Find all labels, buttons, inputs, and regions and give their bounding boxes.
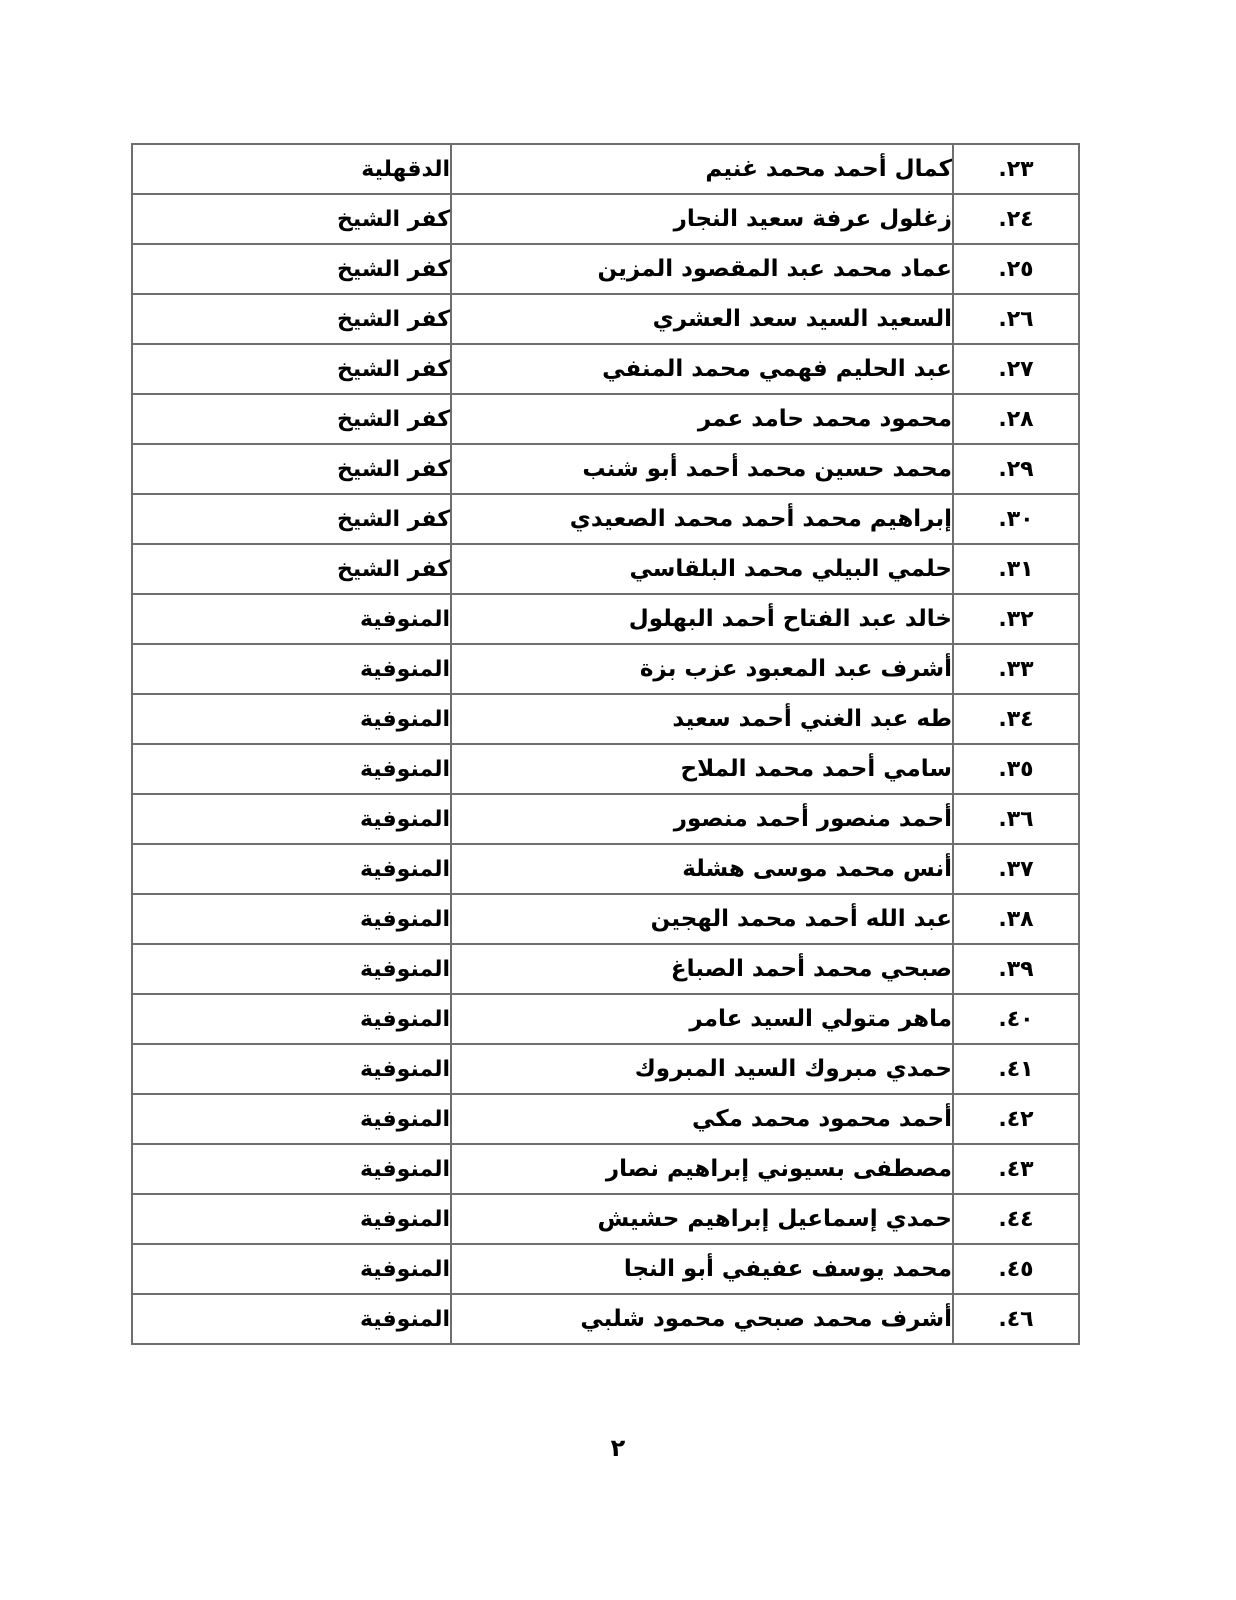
row-number-text: .٤٠ xyxy=(998,1006,1034,1032)
table-row xyxy=(132,1294,1079,1344)
row-number-text: .٣١ xyxy=(998,556,1034,582)
table-row xyxy=(132,644,1079,694)
row-number xyxy=(953,194,1079,244)
row-number xyxy=(953,1244,1079,1294)
person-name: إبراهيم محمد أحمد محمد الصعيدي xyxy=(451,494,953,544)
table-row xyxy=(132,494,1079,544)
row-number-text: .٤٢ xyxy=(998,1106,1034,1132)
row-number xyxy=(953,244,1079,294)
table-row xyxy=(132,794,1079,844)
row-number xyxy=(953,144,1079,194)
row-number-text: .٣٥ xyxy=(998,756,1034,782)
row-number-text: .٣٤ xyxy=(998,706,1034,732)
governorate: كفر الشيخ xyxy=(132,544,451,594)
table-row xyxy=(132,394,1079,444)
person-name: أحمد منصور أحمد منصور xyxy=(451,794,953,844)
governorate: كفر الشيخ xyxy=(132,294,451,344)
row-number-text: .٤٥ xyxy=(998,1256,1034,1282)
governorate: كفر الشيخ xyxy=(132,394,451,444)
table-row xyxy=(132,1194,1079,1244)
governorate: المنوفية xyxy=(132,1194,451,1244)
governorate: المنوفية xyxy=(132,594,451,644)
row-number xyxy=(953,844,1079,894)
page-number: ٢ xyxy=(610,1434,626,1462)
row-number xyxy=(953,994,1079,1044)
governorate: المنوفية xyxy=(132,1094,451,1144)
person-name: محمود محمد حامد عمر xyxy=(451,394,953,444)
table-row xyxy=(132,1094,1079,1144)
row-number-text: .٣٩ xyxy=(998,956,1034,982)
table-row xyxy=(132,444,1079,494)
table-row xyxy=(132,194,1079,244)
governorate: كفر الشيخ xyxy=(132,344,451,394)
governorate: كفر الشيخ xyxy=(132,494,451,544)
person-name: أشرف محمد صبحي محمود شلبي xyxy=(451,1294,953,1344)
row-number-text: .٣٢ xyxy=(998,606,1034,632)
row-number-text: .٤٤ xyxy=(998,1206,1034,1232)
person-name: طه عبد الغني أحمد سعيد xyxy=(451,694,953,744)
person-name: أشرف عبد المعبود عزب بزة xyxy=(451,644,953,694)
person-name: حلمي البيلي محمد البلقاسي xyxy=(451,544,953,594)
row-number xyxy=(953,294,1079,344)
table-row xyxy=(132,744,1079,794)
table-row xyxy=(132,844,1079,894)
person-name: عبد الله أحمد محمد الهجين xyxy=(451,894,953,944)
table-row xyxy=(132,144,1079,194)
row-number xyxy=(953,694,1079,744)
table-row xyxy=(132,1144,1079,1194)
governorate: المنوفية xyxy=(132,794,451,844)
row-number xyxy=(953,944,1079,994)
row-number-text: .٣٧ xyxy=(998,856,1034,882)
row-number xyxy=(953,1194,1079,1244)
table-body xyxy=(132,144,1079,1344)
row-number-text: .٢٤ xyxy=(998,206,1034,232)
person-name: صبحي محمد أحمد الصباغ xyxy=(451,944,953,994)
row-number-text: .٣٨ xyxy=(998,906,1034,932)
row-number-text: .٢٩ xyxy=(998,456,1034,482)
governorate: الدقهلية xyxy=(132,144,451,194)
person-name: خالد عبد الفتاح أحمد البهلول xyxy=(451,594,953,644)
row-number xyxy=(953,894,1079,944)
row-number-text: .٢٦ xyxy=(998,306,1034,332)
table-row xyxy=(132,1244,1079,1294)
governorate: المنوفية xyxy=(132,1044,451,1094)
row-number-text: .٢٨ xyxy=(998,406,1034,432)
governorate: المنوفية xyxy=(132,694,451,744)
table-row xyxy=(132,994,1079,1044)
table-row xyxy=(132,244,1079,294)
person-name: محمد حسين محمد أحمد أبو شنب xyxy=(451,444,953,494)
row-number xyxy=(953,594,1079,644)
row-number xyxy=(953,644,1079,694)
row-number-text: .٣٣ xyxy=(998,656,1034,682)
person-name: حمدي إسماعيل إبراهيم حشيش xyxy=(451,1194,953,1244)
row-number xyxy=(953,1044,1079,1094)
table-row xyxy=(132,944,1079,994)
person-name: أنس محمد موسى هشلة xyxy=(451,844,953,894)
person-name: محمد يوسف عفيفي أبو النجا xyxy=(451,1244,953,1294)
table-row xyxy=(132,694,1079,744)
row-number-text: .٢٣ xyxy=(998,156,1034,182)
governorate: المنوفية xyxy=(132,894,451,944)
person-name: مصطفى بسيوني إبراهيم نصار xyxy=(451,1144,953,1194)
governorate: المنوفية xyxy=(132,844,451,894)
table-row xyxy=(132,294,1079,344)
row-number-text: .٢٥ xyxy=(998,256,1034,282)
row-number xyxy=(953,544,1079,594)
row-number xyxy=(953,1094,1079,1144)
governorate: المنوفية xyxy=(132,1294,451,1344)
row-number-text: .٤١ xyxy=(998,1056,1034,1082)
person-name: أحمد محمود محمد مكي xyxy=(451,1094,953,1144)
governorate: كفر الشيخ xyxy=(132,194,451,244)
table-row xyxy=(132,544,1079,594)
row-number xyxy=(953,494,1079,544)
row-number-text: .٢٧ xyxy=(998,356,1034,382)
row-number-text: .٤٦ xyxy=(998,1306,1034,1332)
governorate: المنوفية xyxy=(132,1244,451,1294)
row-number xyxy=(953,444,1079,494)
table-row xyxy=(132,344,1079,394)
row-number xyxy=(953,744,1079,794)
person-name: ماهر متولي السيد عامر xyxy=(451,994,953,1044)
governorate: المنوفية xyxy=(132,994,451,1044)
governorate: المنوفية xyxy=(132,944,451,994)
row-number xyxy=(953,794,1079,844)
person-name: عماد محمد عبد المقصود المزين xyxy=(451,244,953,294)
table-row xyxy=(132,594,1079,644)
governorate: المنوفية xyxy=(132,644,451,694)
person-name: السعيد السيد سعد العشري xyxy=(451,294,953,344)
row-number xyxy=(953,1144,1079,1194)
governorate: كفر الشيخ xyxy=(132,444,451,494)
governorate: المنوفية xyxy=(132,744,451,794)
row-number xyxy=(953,394,1079,444)
governorate: كفر الشيخ xyxy=(132,244,451,294)
names-table xyxy=(131,143,1080,1345)
table-row xyxy=(132,1044,1079,1094)
person-name: زغلول عرفة سعيد النجار xyxy=(451,194,953,244)
row-number xyxy=(953,1294,1079,1344)
person-name: عبد الحليم فهمي محمد المنفي xyxy=(451,344,953,394)
row-number xyxy=(953,344,1079,394)
table-row xyxy=(132,894,1079,944)
person-name: حمدي مبروك السيد المبروك xyxy=(451,1044,953,1094)
row-number-text: .٤٣ xyxy=(998,1156,1034,1182)
person-name: سامي أحمد محمد الملاح xyxy=(451,744,953,794)
row-number-text: .٣٦ xyxy=(998,806,1034,832)
row-number-text: .٣٠ xyxy=(998,506,1034,532)
governorate: المنوفية xyxy=(132,1144,451,1194)
person-name: كمال أحمد محمد غنيم xyxy=(451,144,953,194)
